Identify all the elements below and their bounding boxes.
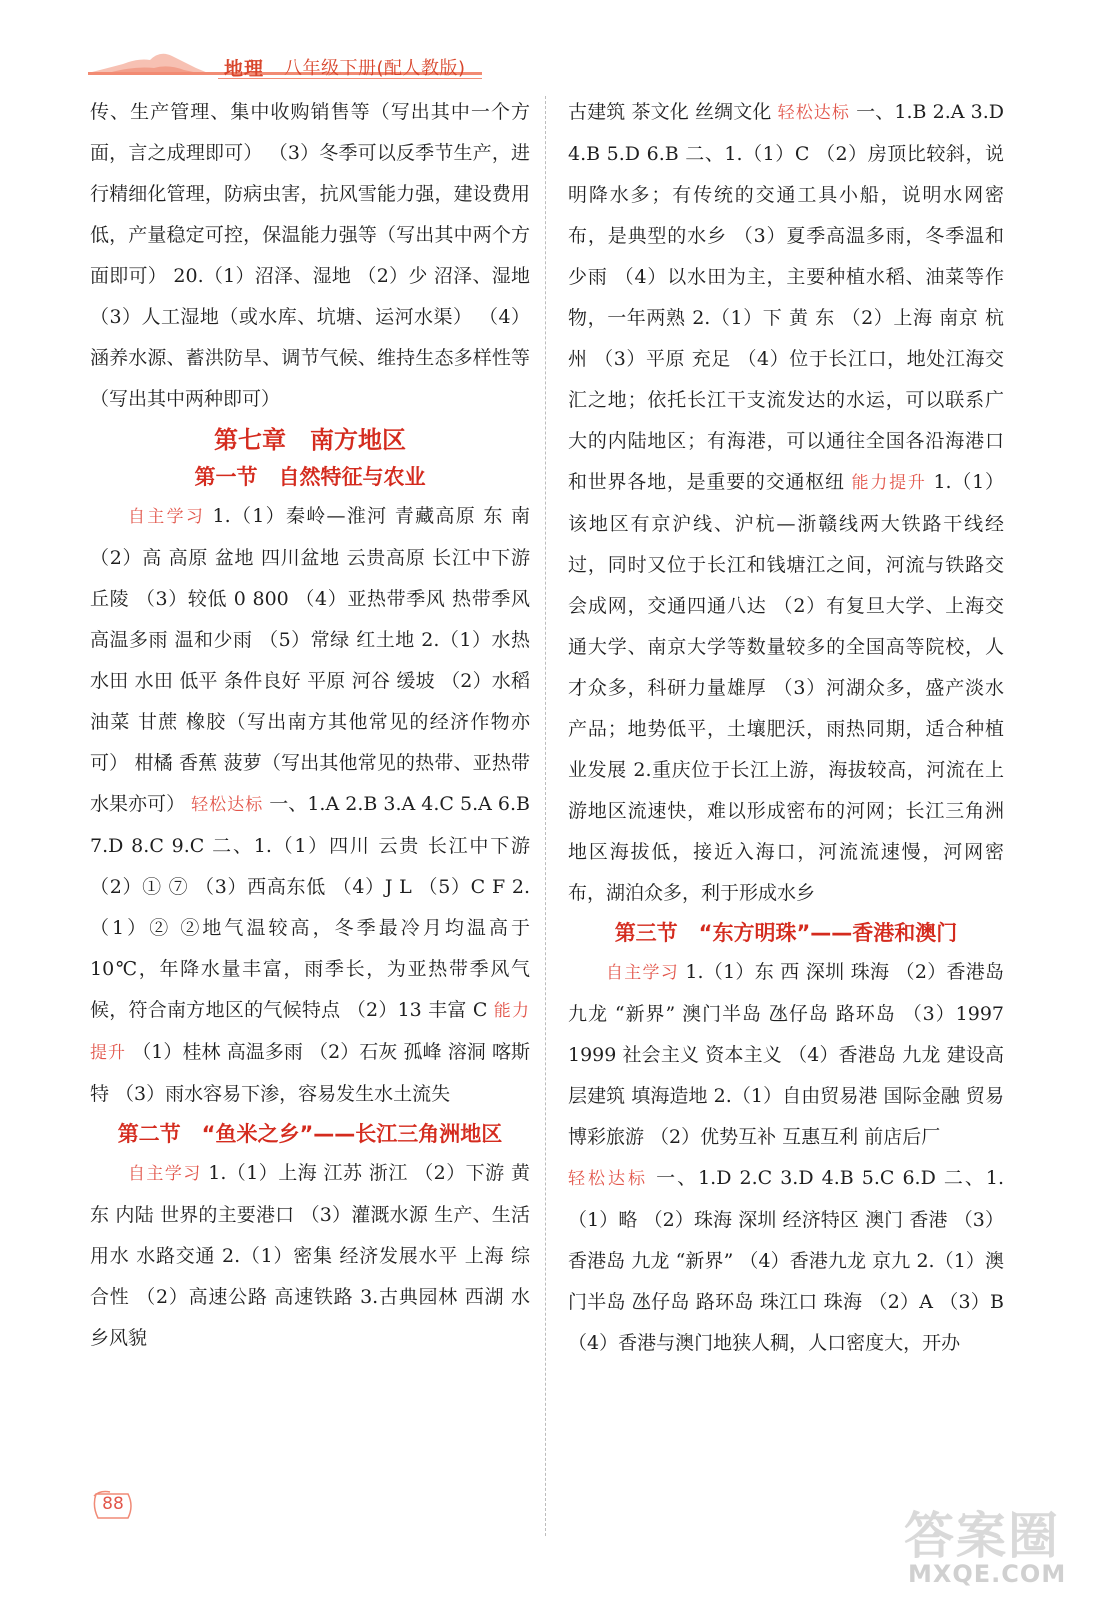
section-2-answers-cont <box>568 92 1004 914</box>
right-column <box>568 92 1004 1364</box>
answer-text: 1.（1）东 西 深圳 珠海 （2）香港岛 九龙 “新界” 澳门半岛 氹仔岛 路环岛 （3）1997 1999 社会主义 资本主义 （4）香港岛 九龙 建设高层建筑 填海造地 2.（1）自由贸易港 国际金融 贸易 博彩旅游 （2）优势互补 互惠互利 前店后厂 <box>568 961 1005 1148</box>
tag-easy-standard: 轻松达标 <box>777 103 851 123</box>
tag-ability-boost: 能力提升 <box>851 473 927 493</box>
tag-easy-standard: 轻松达标 <box>191 795 264 815</box>
tag-ability-boost: 能力提升 <box>90 1001 530 1063</box>
answer-text: 一、1.B 2.A 3.D 4.B 5.D 6.B 二、1.（1）C （2）房顶比较斜，说明降水多；有传统的交通工具小船，说明水网密布，是典型的水乡 （3）夏季高温多雨，冬季温和少雨 （4）以水田为主，主要种植水稻、油菜等作物，一年两熟 2.（1）下 黄 东 （2）上海 南京 杭州 （3）平原 充足 （4）位于长江口，地处江海交汇之地；依托长江干支流发达的水运，可以联系广大的内陆地区；有海港，可以通往全国各沿海港口和世界各地，是重要的交通枢纽 <box>568 101 1005 493</box>
subject-label: 地理 <box>224 58 265 80</box>
section-2-title: 第二节 “鱼米之乡”——长江三角洲地区 <box>117 1122 503 1146</box>
page-number <box>90 1486 136 1526</box>
answer-text: （1）桂林 高温多雨 （2）石灰 孤峰 溶洞 喀斯特 （3）雨水容易下渗，容易发生水土流失 <box>90 1041 531 1105</box>
section-3-answers <box>568 952 1004 1158</box>
page-number-text: 88 <box>102 1494 124 1514</box>
left-column <box>90 92 530 1359</box>
answer-text: 一、1.A 2.B 3.A 4.C 5.A 6.B 7.D 8.C 9.C 二、1.（1）四川 云贵 长江中下游 （2）① ⑦ （3）西高东低 （4）J L （5）C F 2.（1）② ②地气温较高，冬季最冷月均温高于10℃，年降水量丰富，雨季长，为亚热带季风气候，符合南方地区的气候特点 （2）13 丰富 C <box>90 793 531 1021</box>
section-3-title: 第三节 “东方明珠”——香港和澳门 <box>614 921 958 945</box>
watermark-logo: 答案圈 <box>904 1507 1060 1565</box>
section-2-answers <box>90 1153 530 1359</box>
column-divider <box>545 96 546 1536</box>
section-3-answers-2 <box>568 1158 1004 1364</box>
answer-text: 一、1.D 2.C 3.D 4.B 5.C 6.D 二、1.（1）略 （2）珠海 深圳 经济特区 澳门 香港 （3）香港岛 九龙 “新界” （4）香港九龙 京九 2.（1）澳门半岛 氹仔岛 路环岛 珠江口 珠海 （2）A （3）B （4）香港与澳门地狭人稠，人口密度大，开办 <box>568 1167 1004 1354</box>
watermark <box>898 1488 1088 1596</box>
answer-text: 古建筑 茶文化 丝绸文化 <box>568 101 778 123</box>
answer-text: 1.（1）秦岭—淮河 青藏高原 东 南 （2）高 高原 盆地 四川盆地 云贵高原 长江中下游 丘陵 （3）较低 0 800 （4）亚热带季风 热带季风 高温多雨 温和少雨 （5）常绿 红土地 2.（1）水热 水田 水田 低平 条件良好 平原 河谷 缓坡 （2）水稻 油菜 甘蔗 橡胶（写出南方其他常见的经济作物亦可） 柑橘 香蕉 菠萝（写出其他常见的热带、亚热带水果亦可） <box>90 505 530 815</box>
continued-answers: 传、生产管理、集中收购销售等（写出其中一个方面，言之成理即可） （3）冬季可以反季节生产，进行精细化管理，防病虫害，抗风雪能力强，建设费用低，产量稳定可控，保温能力强等（写出其中两个方面即可） 20.（1）沼泽、湿地 （2）少 沼泽、湿地 （3）人工湿地（或水库、坑塘、运河水渠） （4）涵养水源、蓄洪防旱、调节气候、维持生态多样性等（写出其中两种即可） <box>90 101 530 410</box>
grade-label: 八年级下册(配人教版) <box>284 58 466 79</box>
tag-self-study: 自主学习 <box>128 1164 202 1184</box>
section-1-answers <box>90 496 530 1115</box>
watermark-url: MXQE.COM <box>908 1560 1067 1588</box>
chapter-title: 第七章 南方地区 <box>214 426 406 454</box>
tag-self-study: 自主学习 <box>606 963 680 983</box>
tag-easy-standard: 轻松达标 <box>568 1169 649 1189</box>
answer-text: 1.（1）上海 江苏 浙江 （2）下游 黄 东 内陆 世界的主要港口 （3）灌溉水源 生产、生活用水 水路交通 2.（1）密集 经济发展水平 上海 综合性 （2）高速公路 高速铁路 3.古典园林 西湖 水乡风貌 <box>90 1162 530 1349</box>
answer-text: 1.（1）该地区有京沪线、沪杭—浙赣线两大铁路干线经过，同时又位于长江和钱塘江之间，河流与铁路交会成网，交通四通八达 （2）有复旦大学、上海交通大学、南京大学等数量较多的全国高等院校，人才众多，科研力量雄厚 （3）河湖众多，盛产淡水产品；地势低平，土壤肥沃，雨热同期，适合种植业发展 2.重庆位于长江上游，海拔较高，河流在上游地区流速快，难以形成密布的河网；长江三角洲地区海拔低，接近入海口，河流流速慢，河网密布，湖泊众多，利于形成水乡 <box>568 471 1004 904</box>
tag-self-study: 自主学习 <box>128 507 206 527</box>
page-header <box>88 46 488 86</box>
section-1-title: 第一节 自然特征与农业 <box>194 465 426 489</box>
